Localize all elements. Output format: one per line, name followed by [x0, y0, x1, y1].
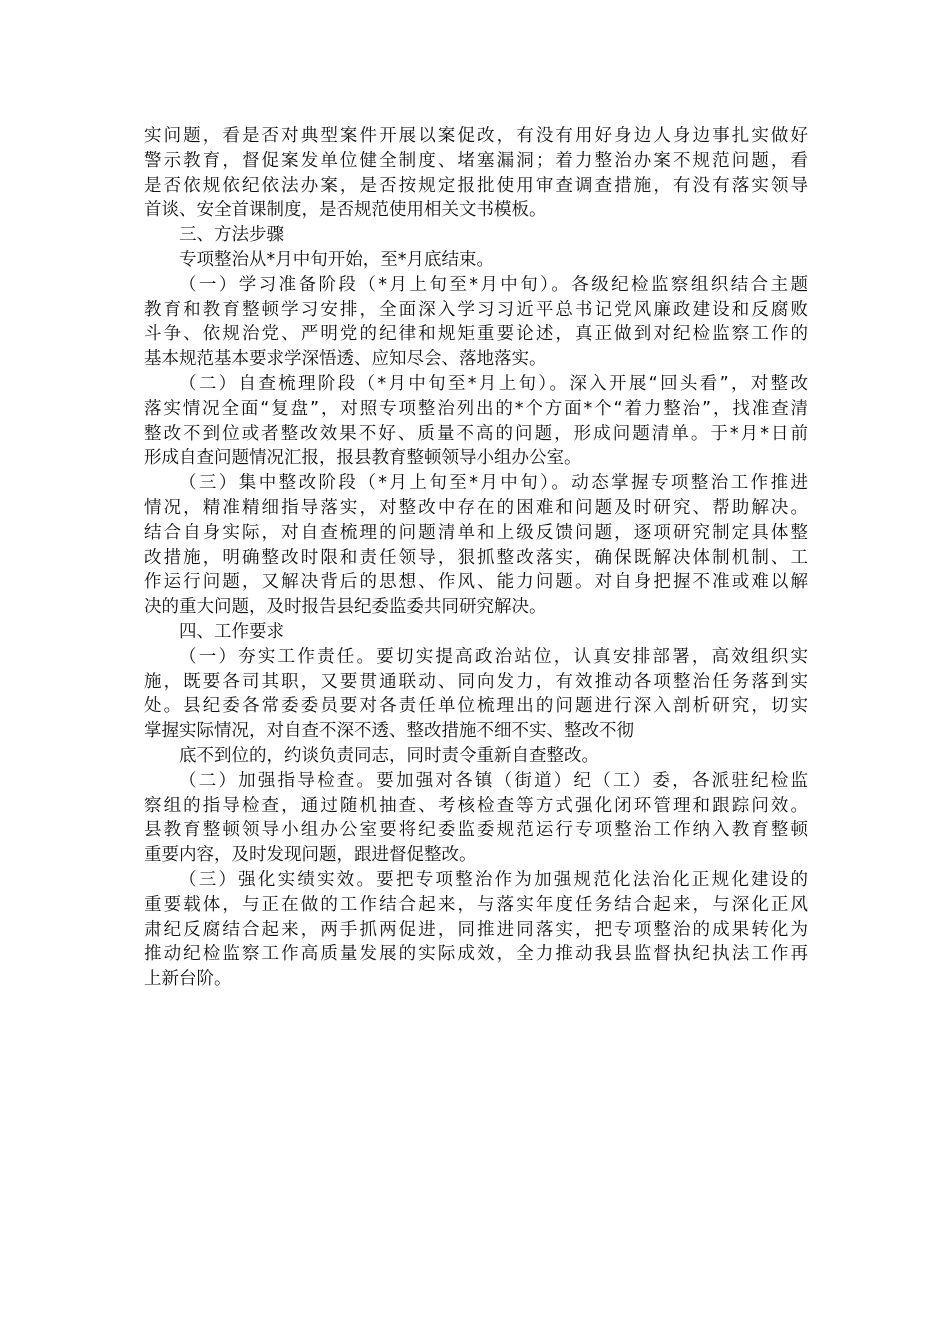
text-line: （二）加强指导检查。要加强对各镇（街道）纪（工）委，各派驻纪检监 [179, 770, 808, 791]
text-line: 警示教育，督促案发单位健全制度、堵塞漏洞；着力整治办案不规范问题，看 [144, 150, 808, 171]
paragraph-responsibility-continued [144, 744, 808, 769]
text-line: （一）夯实工作责任。要切实提高政治站位，认真安排部署，高效组织实 [179, 646, 808, 667]
text-line: 察组的指导检查，通过随机抽查、考核检查等方式强化闭环管理和跟踪问效。 [144, 795, 808, 816]
text-line: 处。县纪委各常委委员要对各责任单位梳理出的问题进行深入剖析研究，切实 [144, 696, 808, 717]
paragraph-continuation [144, 124, 808, 223]
text-line: 决的重大问题，及时报告县纪委监委共同研究解决。 [144, 597, 547, 618]
paragraph-effectiveness [144, 868, 808, 992]
text-line: 上新台阶。 [144, 969, 232, 990]
text-line: 落实情况全面“复盘”，对照专项整治列出的*个方面*个“着力整治”，找准查清 [144, 398, 808, 419]
text-line: 是否依规依纪依法办案，是否按规定报批使用审查调查措施，有没有落实领导 [144, 175, 808, 196]
text-line: 实问题，看是否对典型案件开展以案促改，有没有用好身边人身边事扎实做好 [144, 126, 808, 146]
text-line: 斗争、依规治党、严明党的纪律和规矩重要论述，真正做到对纪检监察工作的 [144, 324, 808, 345]
paragraph-schedule [144, 248, 808, 273]
section-heading-methods [144, 223, 808, 248]
text-line: 县教育整顿领导小组办公室要将纪委监委规范运行专项整治工作纳入教育整顿 [144, 820, 808, 841]
document-page [144, 124, 808, 992]
text-line: 基本规范基本要求学深悟透、应知尽会、落地落实。 [144, 349, 547, 370]
section-heading-requirements [144, 620, 808, 645]
text-line: 教育和教育整顿学习安排，全面深入学习习近平总书记党风廉政建设和反腐败 [144, 299, 808, 320]
text-line: 作运行问题，又解决背后的思想、作风、能力问题。对自身把握不准或难以解 [144, 572, 808, 593]
text-line: （三）强化实绩实效。要把专项整治作为加强规范化法治化正规化建设的 [179, 869, 808, 890]
text-line: 整改不到位或者整改效果不好、质量不高的问题，形成问题清单。于*月*日前 [144, 423, 808, 444]
text-line: （二）自查梳理阶段（*月中旬至*月上旬）。深入开展“回头看”，对整改 [179, 373, 808, 394]
text-line: 首谈、安全首课制度，是否规范使用相关文书模板。 [144, 200, 547, 221]
heading-text: 三、方法步骤 [179, 225, 284, 246]
paragraph-rectification-stage [144, 471, 808, 620]
text-line: 重要载体，与正在做的工作结合起来，与落实年度任务结合起来，与深化正风 [144, 894, 808, 915]
text-line: 专项整治从*月中旬开始，至*月底结束。 [179, 249, 494, 270]
text-line: 推动纪检监察工作高质量发展的实际成效，全力推动我县监督执纪执法工作再 [144, 944, 808, 965]
text-line: 肃纪反腐结合起来，两手抓两促进，同推进同落实，把专项整治的成果转化为 [144, 919, 808, 940]
paragraph-self-check-stage [144, 372, 808, 471]
text-line: 情况，精准精细指导落实，对整改中存在的困难和问题及时研究、帮助解决。 [144, 497, 808, 518]
text-line: （一）学习准备阶段（*月上旬至*月中旬）。各级纪检监察组织结合主题 [179, 274, 808, 295]
text-line: 形成自查问题情况汇报，报县教育整顿领导小组办公室。 [144, 448, 582, 469]
text-line: 施，既要各司其职，又要贯通联动、同向发力，有效推动各项整治任务落到实 [144, 671, 808, 692]
text-line: 掌握实际情况，对自查不深不透、整改措施不细不实、整改不彻 [144, 721, 634, 742]
heading-text: 四、工作要求 [179, 621, 284, 642]
text-line: 重要内容，及时发现问题，跟进督促整改。 [144, 845, 477, 866]
text-line: 改措施，明确整改时限和责任领导，狠抓整改落实，确保既解决体制机制、工 [144, 547, 808, 568]
paragraph-study-stage [144, 273, 808, 372]
text-line: （三）集中整改阶段（*月上旬至*月中旬）。动态掌握专项整治工作推进 [179, 473, 808, 494]
paragraph-responsibility [144, 645, 808, 744]
text-line: 结合自身实际，对自查梳理的问题清单和上级反馈问题，逐项研究制定具体整 [144, 522, 808, 543]
paragraph-guidance [144, 769, 808, 868]
text-line: 底不到位的，约谈负责同志，同时责令重新自查整改。 [179, 745, 599, 766]
